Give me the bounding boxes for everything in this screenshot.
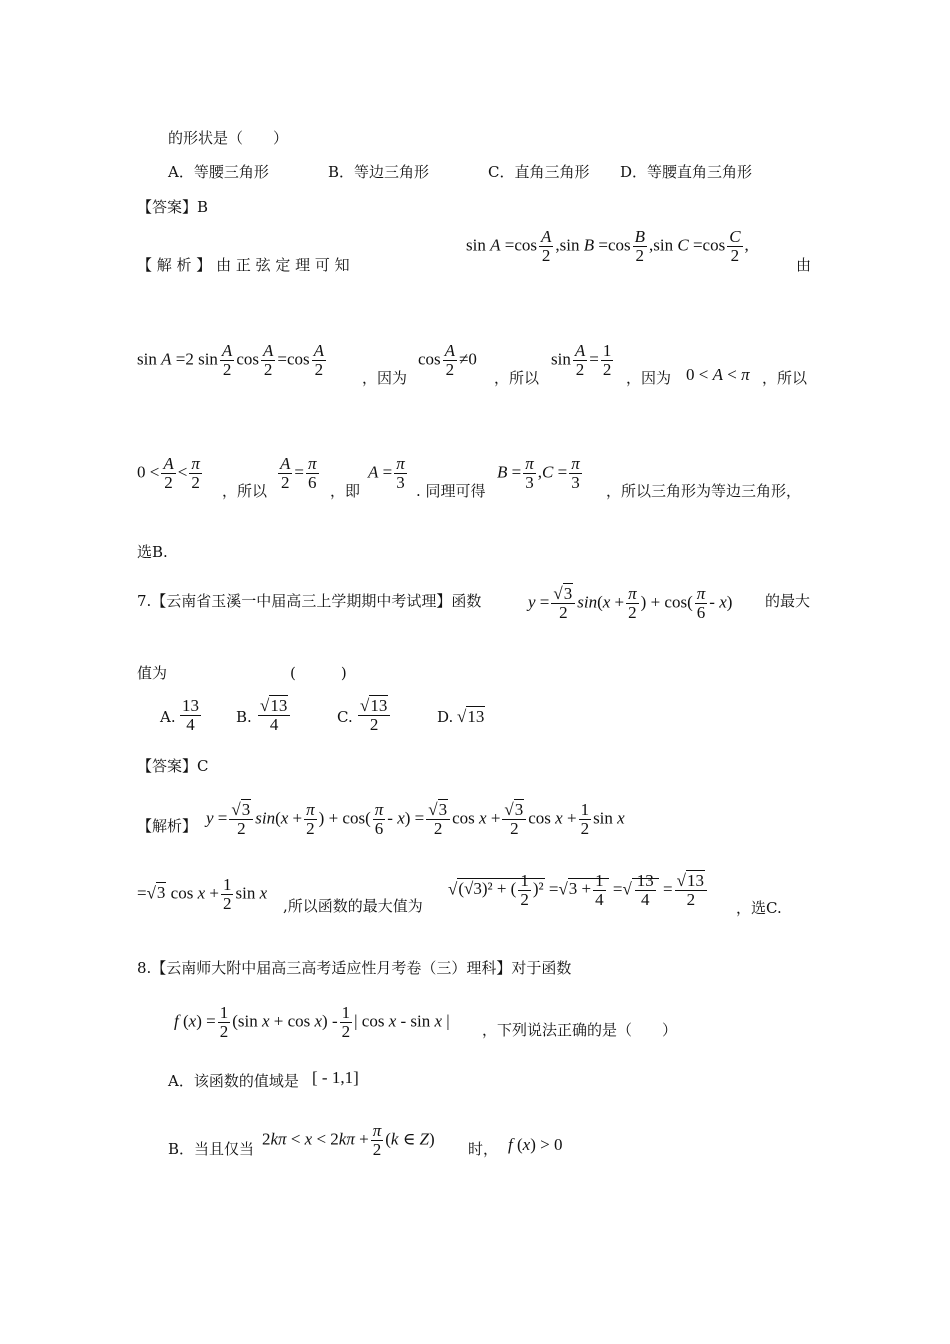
q7-title-end: 的最大: [765, 592, 811, 610]
q6-formula-7: $\frac{A}{2}$ = $\frac{\pi}{6}$: [280, 454, 317, 492]
q7-opt-c-label: C.: [337, 708, 353, 726]
q7-max-formula: √(√3)² + ( $\frac{1}{2}$ )² =√3 + $\frac{1}{4}$ =√ $\frac{13}{4}$ = $\frac{√13}{2}$: [448, 872, 709, 909]
q6-option-a: A．等腰三角形: [168, 163, 269, 181]
q7-opt-b: $\frac{√13}{4}$: [256, 697, 292, 734]
q8-option-a: A．该函数的值域是: [168, 1072, 299, 1090]
q7-function: y = $\frac{√3}{2}$ sin(x + $\frac{\pi}{2}$ ) + cos( $\frac{\pi}{6}$ - x): [528, 584, 733, 622]
q7-opt-c: $\frac{√13}{2}$: [356, 697, 392, 734]
q6-so-2: ，所以: [762, 369, 808, 387]
q6-because-2: ，因为: [626, 369, 672, 387]
q6-formula-4: sin $\frac{A}{2}$ = $\frac{1}{2}$: [551, 341, 612, 379]
q8-option-a-range: [ - 1,1]: [312, 1068, 359, 1087]
q7-line2-end: ，选C.: [736, 899, 782, 917]
q8-option-b-post: 时，: [468, 1140, 499, 1158]
q6-you: 由: [796, 256, 812, 274]
q7-analysis-formula: y = $\frac{√3}{2}$ sin(x + $\frac{\pi}{2}$ ) + cos( $\frac{\pi}{6}$ - x) = $\frac{√3}{2}$ cos x + $\frac{√3}{2}$ cos x + $\frac{1}{2}$ sin x: [206, 800, 625, 838]
q6-choose: 选B.: [137, 543, 168, 561]
q8-formula-tail: ，下列说法正确的是（ ）: [482, 1021, 678, 1039]
q6-so-3: ，所以: [222, 482, 268, 500]
q6-because: ，因为: [362, 369, 408, 387]
q8-option-b-result: f (x) > 0: [508, 1135, 563, 1154]
q7-line2: 值为: [137, 664, 168, 682]
q6-analysis-label: 【 解 析 】 由 正 弦 定 理 可 知: [137, 256, 350, 274]
q7-line2-text: ,所以函数的最大值为: [283, 897, 423, 915]
q6-same: . 同理可得: [416, 482, 486, 500]
q6-formula-5: 0 < A < π: [686, 365, 750, 384]
q7-opt-b-label: B.: [236, 708, 252, 726]
q6-formula-6: 0 < $\frac{A}{2}$ < $\frac{\pi}{2}$: [137, 454, 200, 492]
q7-analysis-label: 【解析】: [137, 817, 198, 835]
q6-formula-9: B = $\frac{\pi}{3}$ ,C = $\frac{\pi}{3}$: [497, 454, 580, 492]
q8-option-b-formula: 2kπ < x < 2kπ + $\frac{\pi}{2}$ (k ∈ Z): [262, 1121, 435, 1159]
q8-function: f (x) = $\frac{1}{2}$ (sin x + cos x) - $\frac{1}{2}$ | cos x - sin x |: [174, 1003, 450, 1041]
q7-opt-d-label: D.: [437, 708, 454, 726]
q7-opt-d: √13: [457, 707, 485, 726]
q6-stem-tail: 的形状是（ ）: [168, 129, 289, 147]
q8-option-b-pre: B．当且仅当: [168, 1140, 255, 1158]
q6-formula-1: sin A =cos $\frac{A}{2}$ ,sin B =cos $\frac{B}{2}$ ,sin C =cos $\frac{C}{2}$ ,: [466, 227, 749, 265]
q7-title: 7.【云南省玉溪一中届高三上学期期中考试理】函数: [137, 592, 482, 610]
q6-conclusion: ，所以三角形为等边三角形，: [606, 482, 802, 500]
q7-line2-formula: =√3 cos x + $\frac{1}{2}$ sin x: [137, 875, 268, 913]
q7-opt-a-label: A.: [160, 708, 176, 726]
q6-so: ，所以: [494, 369, 540, 387]
q7-answer: 【答案】C: [137, 757, 209, 775]
q7-paren: ( ): [290, 664, 347, 682]
q6-ji: ，即: [330, 482, 361, 500]
q8-title: 8.【云南师大附中届高三高考适应性月考卷（三）理科】对于函数: [137, 959, 572, 977]
q6-formula-2: sin A =2 sin $\frac{A}{2}$ cos $\frac{A}{2}$ =cos $\frac{A}{2}$: [137, 341, 325, 379]
q6-option-d: D．等腰直角三角形: [620, 163, 753, 181]
q6-formula-3: cos $\frac{A}{2}$ ≠0: [418, 341, 477, 379]
q7-opt-a: $\frac{13}{4}$: [182, 696, 199, 734]
q6-answer: 【答案】B: [137, 198, 209, 216]
q6-option-b: B．等边三角形: [328, 163, 430, 181]
q6-formula-8: A = $\frac{\pi}{3}$: [368, 454, 405, 492]
q6-option-c: C．直角三角形: [488, 163, 590, 181]
